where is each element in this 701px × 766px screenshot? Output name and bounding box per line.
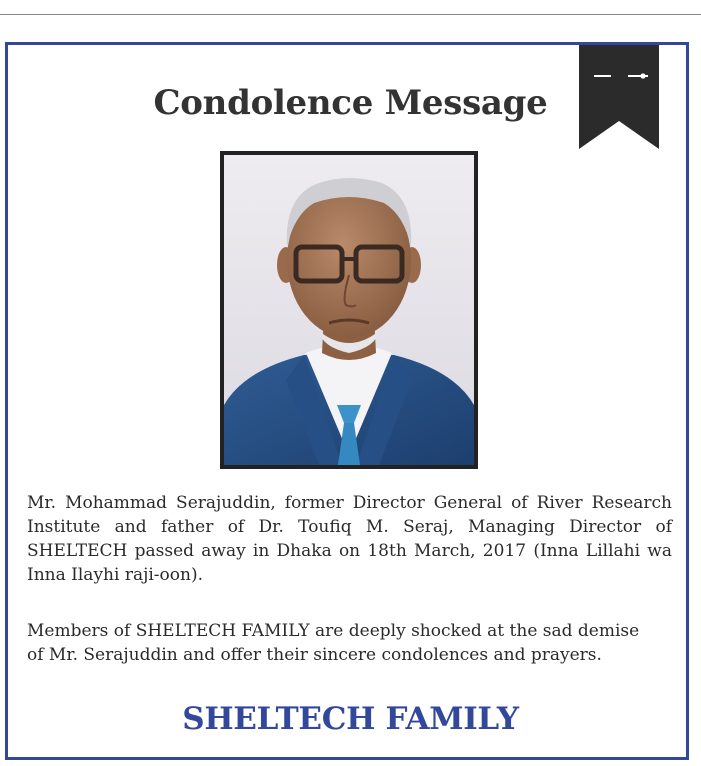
notice-title: Condolence Message	[153, 83, 548, 123]
condolence-paragraph-2-line-1: Members of SHELTECH FAMILY are deeply shocked at the sad demise	[27, 621, 640, 641]
portrait-illustration	[224, 155, 474, 465]
portrait-photo	[220, 151, 478, 469]
top-divider	[0, 14, 701, 15]
condolence-paragraph-2	[27, 619, 672, 667]
condolence-paragraph-2-line-2: of Mr. Serajuddin and offer their sincere condolences and prayers.	[27, 645, 602, 665]
condolence-paragraph-1: Mr. Mohammad Serajuddin, former Director General of River Research Institute and father of Dr. Toufiq M. Seraj, Managing Director of SHELTECH passed away in Dhaka on 18th March, 2017 (Inna Lillahi wa Inna Ilayhi raji-oon).	[27, 493, 672, 585]
signature: SHELTECH FAMILY	[182, 701, 519, 737]
